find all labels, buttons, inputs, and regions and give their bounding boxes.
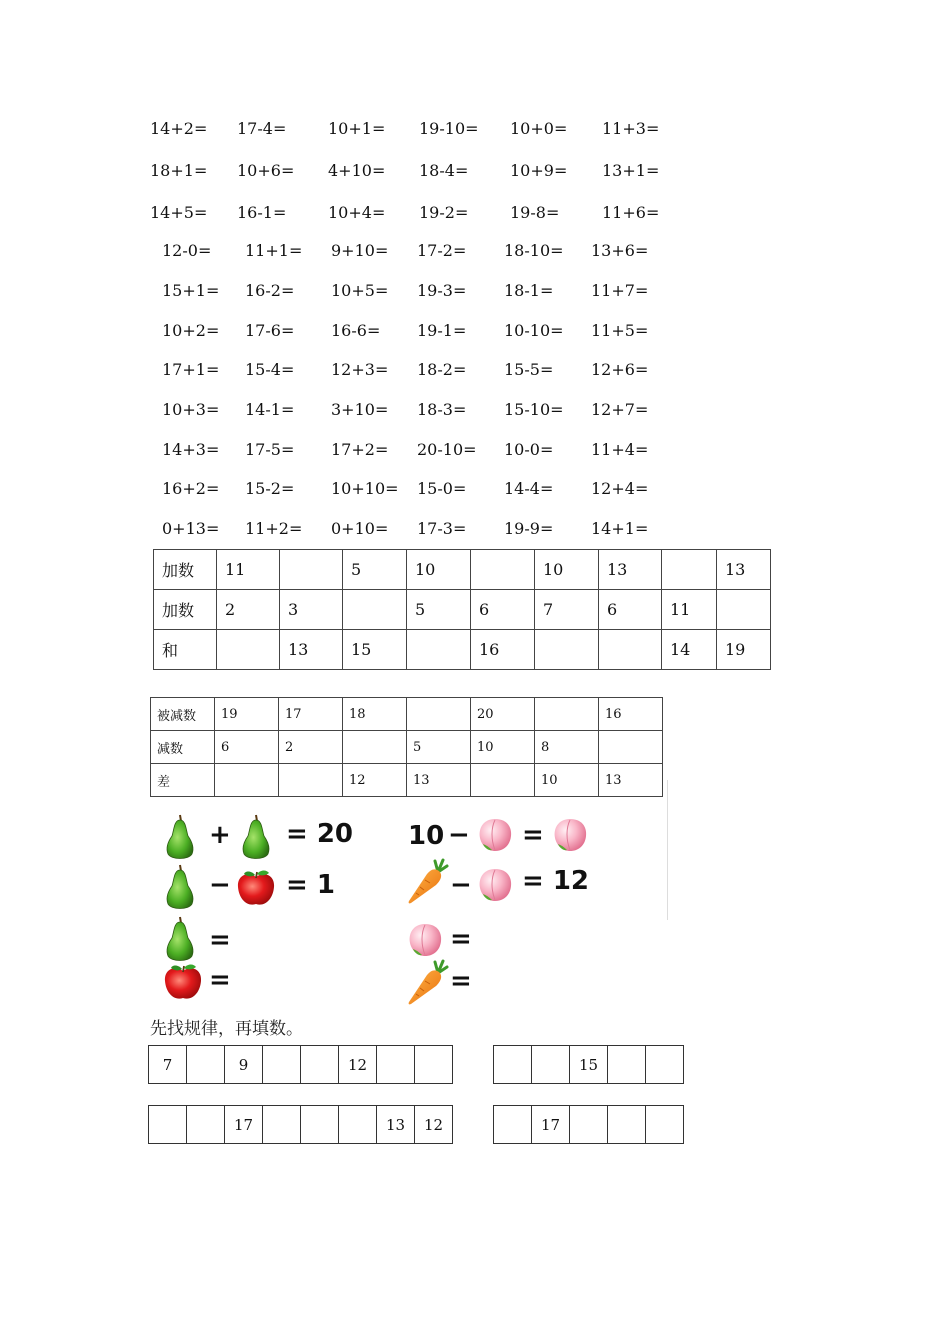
arithmetic-problem: 15-4=	[245, 360, 295, 379]
equals-sign: =	[450, 924, 472, 954]
equals-twelve: = 12	[522, 866, 590, 896]
arithmetic-problem: 17-5=	[245, 440, 295, 459]
arithmetic-problem: 12+7=	[591, 400, 649, 419]
table-cell	[599, 630, 662, 670]
table-cell: 16	[599, 698, 663, 731]
sequence-box: 17	[225, 1106, 263, 1144]
arithmetic-row	[0, 400, 950, 424]
arithmetic-row	[0, 479, 950, 503]
sequence-box	[415, 1046, 453, 1084]
plus-sign: +	[209, 820, 231, 850]
table-cell: 19	[717, 630, 771, 670]
arithmetic-problem: 12+3=	[331, 360, 389, 379]
arithmetic-row	[0, 321, 950, 345]
peach-icon	[475, 864, 515, 904]
table-cell: 3	[280, 590, 343, 630]
sequence-box	[301, 1046, 339, 1084]
row-label: 和	[154, 630, 217, 670]
sequence-box	[377, 1046, 415, 1084]
arithmetic-problem: 17-3=	[417, 519, 467, 538]
arithmetic-problem: 10-10=	[504, 321, 564, 340]
arithmetic-problem: 13+6=	[591, 241, 649, 260]
instruction-text: 先找规律，再填数。	[150, 1019, 303, 1039]
sequence-box: 17	[532, 1106, 570, 1144]
arithmetic-problem: 19-8=	[510, 203, 560, 222]
arithmetic-row	[0, 281, 950, 305]
arithmetic-problem: 10+5=	[331, 281, 389, 300]
sequence-box: 13	[377, 1106, 415, 1144]
table-cell: 20	[471, 698, 535, 731]
arithmetic-problem: 10+9=	[510, 161, 568, 180]
arithmetic-problem: 15-0=	[417, 479, 467, 498]
pear-icon	[163, 812, 197, 862]
sequence-box	[187, 1106, 225, 1144]
arithmetic-problem: 13+1=	[602, 161, 660, 180]
arithmetic-problem: 0+13=	[162, 519, 220, 538]
apple-icon	[234, 869, 278, 909]
arithmetic-problem: 10+4=	[328, 203, 386, 222]
table-cell: 10	[407, 550, 471, 590]
arithmetic-problem: 18-1=	[504, 281, 554, 300]
sequence-row-1	[148, 1045, 453, 1084]
table-row	[151, 698, 663, 731]
table-cell: 11	[662, 590, 717, 630]
table-cell: 13	[717, 550, 771, 590]
equals-sign: =	[209, 925, 231, 955]
arithmetic-problem: 14+3=	[162, 440, 220, 459]
peach-icon	[475, 814, 515, 854]
table-row	[151, 764, 663, 797]
arithmetic-problem: 3+10=	[331, 400, 389, 419]
table-cell	[280, 550, 343, 590]
arithmetic-problem: 4+10=	[328, 161, 386, 180]
sequence-box: 12	[339, 1046, 377, 1084]
table-row	[154, 630, 771, 670]
table-cell: 13	[599, 550, 662, 590]
table-cell: 18	[343, 698, 407, 731]
equals-twenty: = 20	[286, 819, 354, 849]
sequence-row-3	[148, 1105, 453, 1144]
arithmetic-problem: 17+2=	[331, 440, 389, 459]
table-cell	[217, 630, 280, 670]
table-cell	[599, 731, 663, 764]
arithmetic-row	[0, 440, 950, 464]
sequence-box: 7	[149, 1046, 187, 1084]
arithmetic-problem: 11+3=	[602, 119, 660, 138]
table-cell	[407, 630, 471, 670]
table-cell	[279, 764, 343, 797]
table-row	[154, 550, 771, 590]
table-row	[154, 590, 771, 630]
table-cell: 11	[217, 550, 280, 590]
table-cell	[717, 590, 771, 630]
sequence-box	[301, 1106, 339, 1144]
arithmetic-problem: 11+7=	[591, 281, 649, 300]
arithmetic-problem: 15-5=	[504, 360, 554, 379]
minus-sign: −	[448, 820, 470, 850]
sequence-box	[339, 1106, 377, 1144]
arithmetic-problem: 11+4=	[591, 440, 649, 459]
arithmetic-problem: 14-1=	[245, 400, 295, 419]
table-cell	[343, 731, 407, 764]
table-cell: 6	[471, 590, 535, 630]
arithmetic-problem: 17+1=	[162, 360, 220, 379]
sequence-box	[608, 1046, 646, 1084]
arithmetic-row	[0, 119, 950, 143]
arithmetic-problem: 17-4=	[237, 119, 287, 138]
table-cell: 10	[471, 731, 535, 764]
arithmetic-problem: 16-2=	[245, 281, 295, 300]
table-cell: 8	[535, 731, 599, 764]
arithmetic-problem: 15+1=	[162, 281, 220, 300]
table-cell: 5	[407, 590, 471, 630]
table-cell	[343, 590, 407, 630]
table-cell: 7	[535, 590, 599, 630]
table-cell	[215, 764, 279, 797]
arithmetic-problem: 11+2=	[245, 519, 303, 538]
arithmetic-row	[0, 241, 950, 265]
table-cell: 12	[343, 764, 407, 797]
arithmetic-problem: 19-3=	[417, 281, 467, 300]
table-cell: 13	[599, 764, 663, 797]
arithmetic-problem: 15-10=	[504, 400, 564, 419]
sequence-box: 12	[415, 1106, 453, 1144]
table-cell: 15	[343, 630, 407, 670]
sequence-box	[494, 1106, 532, 1144]
sequence-row-2	[493, 1045, 684, 1084]
arithmetic-problem: 10+0=	[510, 119, 568, 138]
table-cell: 6	[599, 590, 662, 630]
table-cell: 2	[279, 731, 343, 764]
arithmetic-problem: 18-10=	[504, 241, 564, 260]
row-label: 减数	[151, 731, 215, 764]
arithmetic-problem: 20-10=	[417, 440, 477, 459]
table-cell: 13	[407, 764, 471, 797]
equals-sign: =	[450, 966, 472, 996]
table-cell	[407, 698, 471, 731]
row-label: 被减数	[151, 698, 215, 731]
row-label: 加数	[154, 550, 217, 590]
sequence-box	[646, 1046, 684, 1084]
addition-table	[153, 549, 771, 670]
arithmetic-problem: 15-2=	[245, 479, 295, 498]
table-cell	[471, 764, 535, 797]
arithmetic-problem: 14+1=	[591, 519, 649, 538]
arithmetic-problem: 18-2=	[417, 360, 467, 379]
arithmetic-problem: 9+10=	[331, 241, 389, 260]
equals-one: = 1	[286, 870, 335, 900]
arithmetic-problem: 10-0=	[504, 440, 554, 459]
pear-icon	[163, 862, 197, 912]
table-cell: 6	[215, 731, 279, 764]
arithmetic-problem: 12-0=	[162, 241, 212, 260]
sequence-box	[608, 1106, 646, 1144]
arithmetic-problem: 16+2=	[162, 479, 220, 498]
sequence-box	[263, 1046, 301, 1084]
arithmetic-problem: 19-10=	[419, 119, 479, 138]
arithmetic-problem: 12+4=	[591, 479, 649, 498]
table-cell	[535, 630, 599, 670]
arithmetic-problem: 18-4=	[419, 161, 469, 180]
peach-icon	[405, 919, 445, 959]
arithmetic-problem: 14+5=	[150, 203, 208, 222]
arithmetic-problem: 11+5=	[591, 321, 649, 340]
table-cell: 10	[535, 764, 599, 797]
arithmetic-problem: 10+1=	[328, 119, 386, 138]
subtraction-table	[150, 697, 663, 797]
peach-icon	[550, 814, 590, 854]
arithmetic-problem: 17-2=	[417, 241, 467, 260]
table-cell: 5	[407, 731, 471, 764]
arithmetic-problem: 16-6=	[331, 321, 381, 340]
table-cell	[662, 550, 717, 590]
arithmetic-problem: 10+10=	[331, 479, 399, 498]
carrot-icon	[405, 858, 449, 906]
arithmetic-problem: 18-3=	[417, 400, 467, 419]
table-cell: 2	[217, 590, 280, 630]
arithmetic-problem: 11+6=	[602, 203, 660, 222]
sequence-box	[646, 1106, 684, 1144]
sequence-box: 9	[225, 1046, 263, 1084]
arithmetic-problem: 12+6=	[591, 360, 649, 379]
table-cell: 17	[279, 698, 343, 731]
arithmetic-problem: 19-9=	[504, 519, 554, 538]
arithmetic-problem: 10+6=	[237, 161, 295, 180]
equals-sign: =	[522, 820, 544, 850]
number-ten: 10	[408, 821, 445, 851]
arithmetic-problem: 19-1=	[417, 321, 467, 340]
sequence-box	[532, 1046, 570, 1084]
arithmetic-row	[0, 519, 950, 543]
apple-icon	[161, 963, 205, 1003]
table-cell: 10	[535, 550, 599, 590]
minus-sign: −	[450, 870, 472, 900]
row-label: 加数	[154, 590, 217, 630]
table-cell: 14	[662, 630, 717, 670]
arithmetic-row	[0, 203, 950, 227]
table-cell: 16	[471, 630, 535, 670]
table-row	[151, 731, 663, 764]
table-cell	[471, 550, 535, 590]
equals-sign: =	[209, 965, 231, 995]
arithmetic-problem: 16-1=	[237, 203, 287, 222]
arithmetic-problem: 11+1=	[245, 241, 303, 260]
arithmetic-problem: 14+2=	[150, 119, 208, 138]
table-cell	[535, 698, 599, 731]
sequence-box: 15	[570, 1046, 608, 1084]
minus-sign: −	[209, 870, 231, 900]
sequence-box	[187, 1046, 225, 1084]
arithmetic-problem: 17-6=	[245, 321, 295, 340]
carrot-icon	[405, 959, 449, 1007]
arithmetic-problem: 18+1=	[150, 161, 208, 180]
sequence-box	[494, 1046, 532, 1084]
table-cell: 5	[343, 550, 407, 590]
row-label: 差	[151, 764, 215, 797]
pear-icon	[163, 914, 197, 964]
sequence-box	[263, 1106, 301, 1144]
arithmetic-problem: 19-2=	[419, 203, 469, 222]
sequence-box	[149, 1106, 187, 1144]
arithmetic-problem: 10+3=	[162, 400, 220, 419]
table-cell: 19	[215, 698, 279, 731]
table-cell: 13	[280, 630, 343, 670]
divider-line	[667, 780, 668, 920]
arithmetic-problem: 10+2=	[162, 321, 220, 340]
sequence-row-4	[493, 1105, 684, 1144]
arithmetic-problem: 14-4=	[504, 479, 554, 498]
arithmetic-problem: 0+10=	[331, 519, 389, 538]
arithmetic-row	[0, 161, 950, 185]
sequence-box	[570, 1106, 608, 1144]
pear-icon	[239, 812, 273, 862]
arithmetic-row	[0, 360, 950, 384]
